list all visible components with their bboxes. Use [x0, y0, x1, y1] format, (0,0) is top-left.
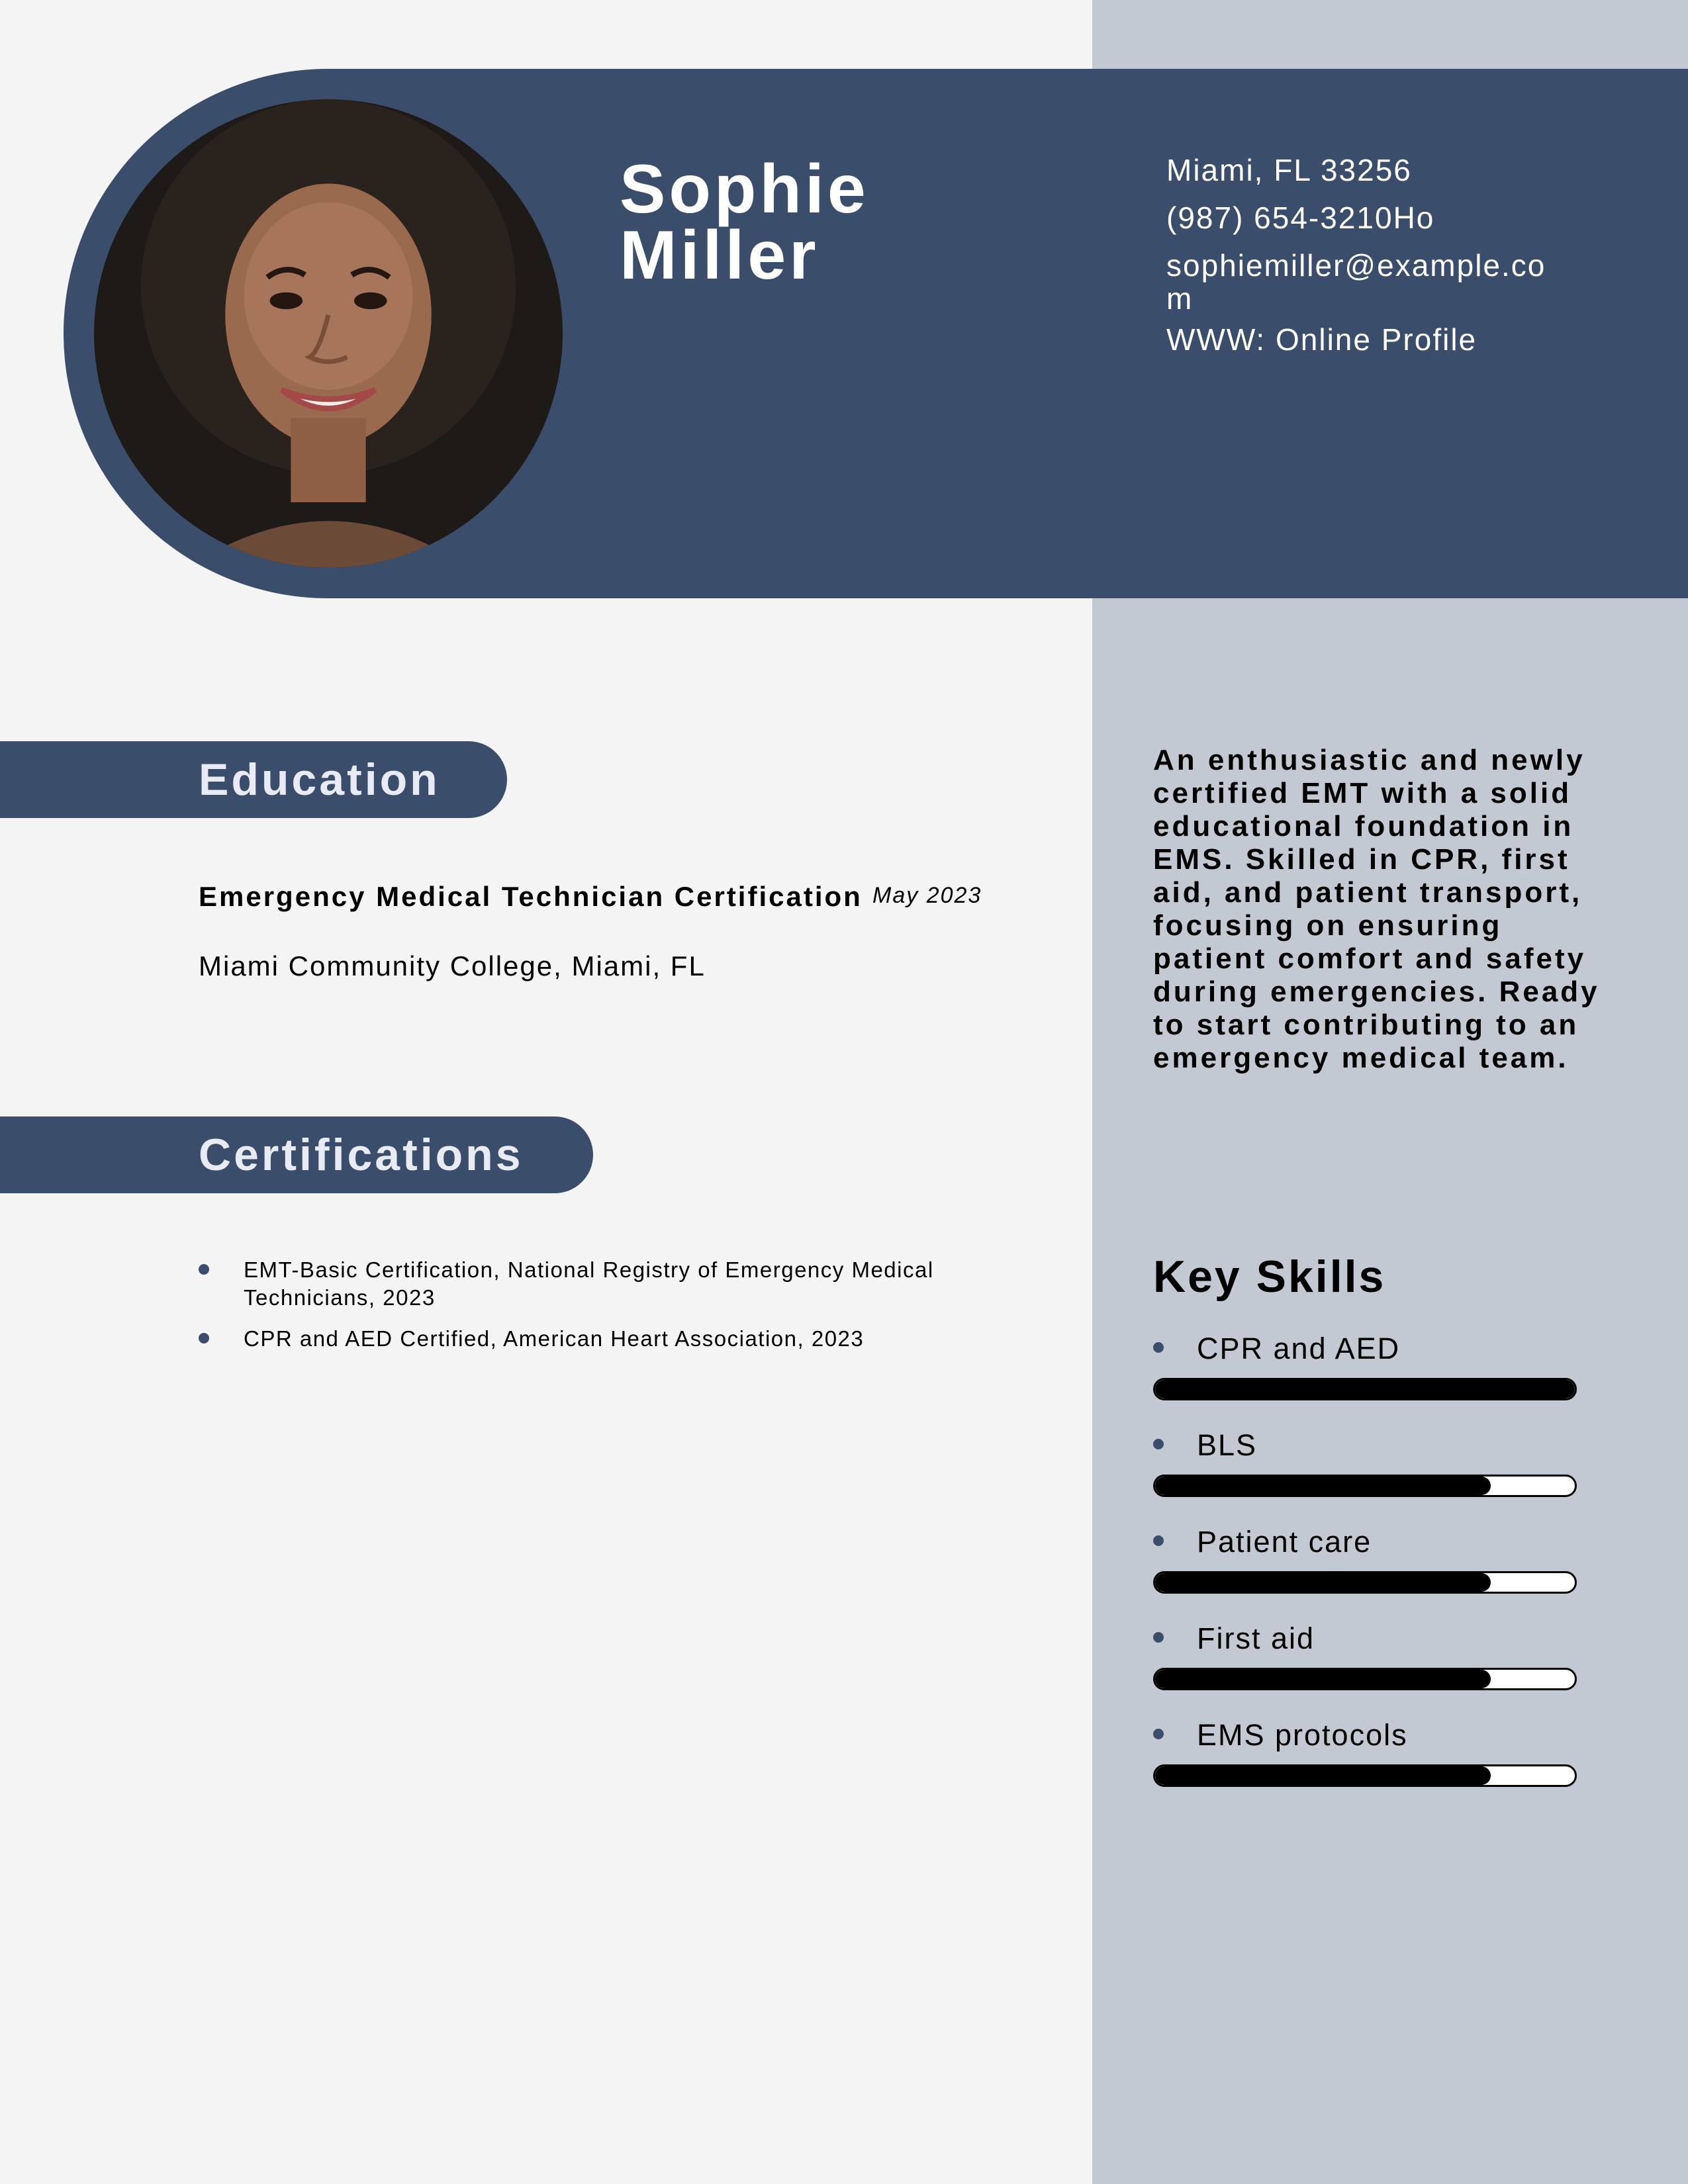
- education-school: Miami Community College, Miami, FL: [199, 950, 706, 981]
- key-skills-heading: Key Skills: [1153, 1251, 1386, 1302]
- education-heading: Education: [199, 754, 440, 805]
- skill-level-bar: [1153, 1668, 1577, 1690]
- education-date: May 2023: [872, 883, 982, 908]
- skill-level-fill: [1155, 1380, 1575, 1398]
- profile-photo: [94, 99, 563, 568]
- bullet-icon: [1153, 1535, 1164, 1546]
- contact-email[interactable]: sophiemiller@example.com: [1166, 248, 1546, 316]
- skill-item: [1153, 1524, 1577, 1596]
- bullet-icon: [1153, 1439, 1164, 1449]
- education-title: Emergency Medical Technician Certification: [199, 881, 863, 912]
- skill-level-fill: [1155, 1477, 1491, 1495]
- skill-label: EMS protocols: [1197, 1718, 1408, 1752]
- skill-level-bar: [1153, 1571, 1577, 1594]
- skill-item: [1153, 1620, 1577, 1693]
- bullet-icon: [199, 1333, 209, 1343]
- skill-item: [1153, 1427, 1577, 1500]
- skill-label: CPR and AED: [1197, 1332, 1401, 1365]
- contact-info: [1166, 154, 1564, 371]
- bullet-icon: [1153, 1342, 1164, 1353]
- skill-level-fill: [1155, 1573, 1491, 1592]
- skill-item: [1153, 1717, 1577, 1790]
- contact-website[interactable]: WWW: Online Profile: [1166, 322, 1477, 357]
- skill-level-bar: [1153, 1475, 1577, 1497]
- candidate-name: [620, 151, 869, 294]
- skill-level-bar: [1153, 1764, 1577, 1787]
- skill-level-fill: [1155, 1766, 1491, 1785]
- certifications-list: [199, 1256, 980, 1366]
- certification-text: EMT-Basic Certification, National Registry of Emergency Medical Technicians, 2023: [244, 1257, 934, 1310]
- list-item: [199, 1325, 980, 1353]
- bullet-icon: [1153, 1632, 1164, 1643]
- portrait-photo-icon: [94, 99, 563, 568]
- skill-label: Patient care: [1197, 1525, 1372, 1559]
- certifications-section-header: [0, 1116, 593, 1193]
- skill-label: BLS: [1197, 1428, 1258, 1462]
- certifications-heading: Certifications: [199, 1130, 524, 1180]
- first-name: Sophie: [620, 151, 869, 228]
- contact-phone: (987) 654-3210Ho: [1166, 201, 1435, 235]
- bullet-icon: [199, 1264, 209, 1275]
- skill-label: First aid: [1197, 1621, 1315, 1655]
- last-name: Miller: [620, 217, 820, 294]
- certification-text: CPR and AED Certified, American Heart Association, 2023: [244, 1326, 865, 1351]
- bullet-icon: [1153, 1729, 1164, 1739]
- skill-level-bar: [1153, 1378, 1577, 1400]
- education-section-header: [0, 741, 507, 818]
- skill-level-fill: [1155, 1670, 1491, 1688]
- professional-summary: An enthusiastic and newly certified EMT with a solid educational foundation in EMS. Skilled in CPR, first aid, and patient transport, focusing on ensuring patient comfort and safety during emergencies. Ready to start contributing to an emergency medical team.: [1153, 744, 1600, 1074]
- list-item: [199, 1256, 980, 1312]
- contact-location: Miami, FL 33256: [1166, 153, 1412, 187]
- skill-item: [1153, 1330, 1577, 1403]
